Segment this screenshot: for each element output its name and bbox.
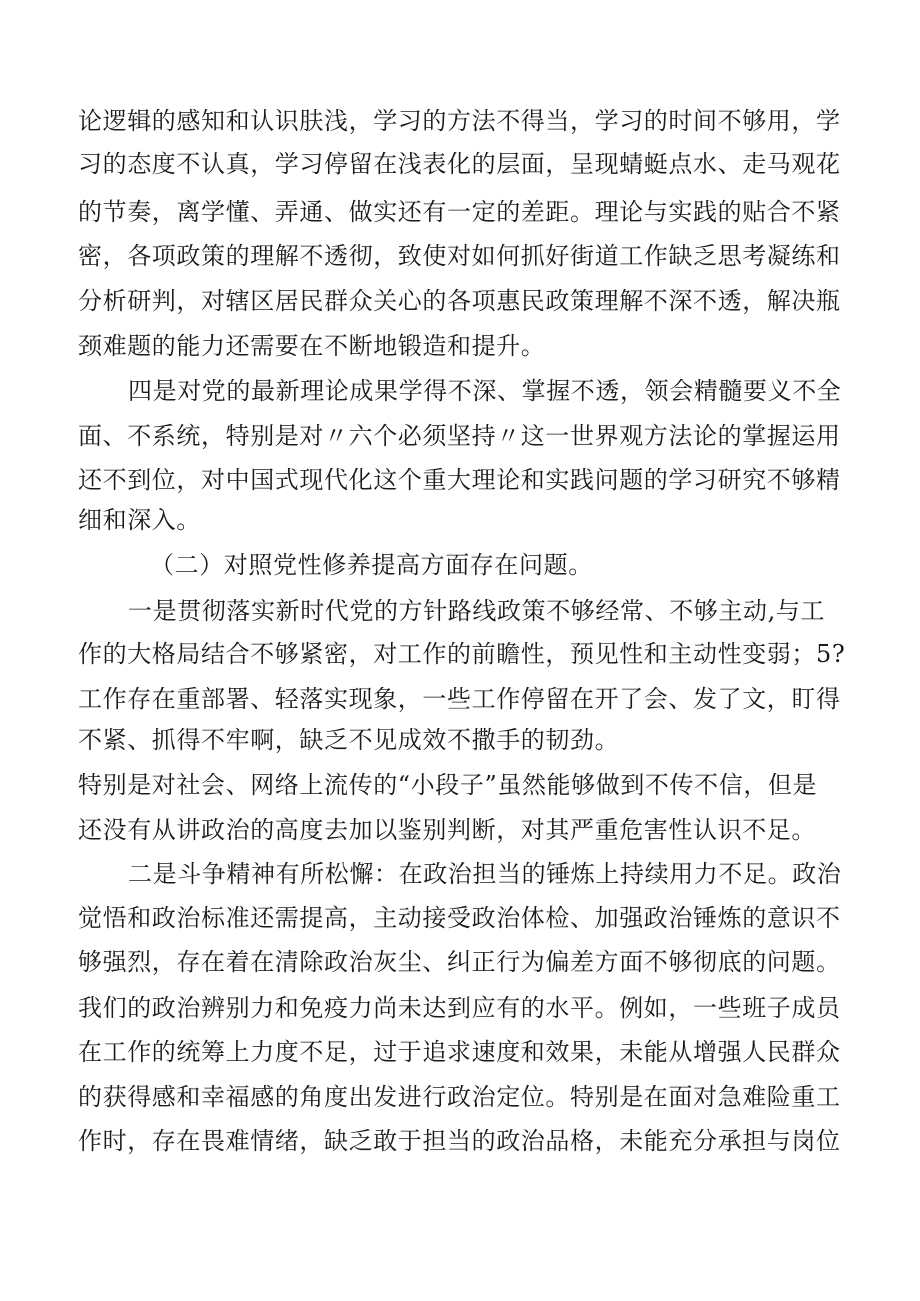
paragraph-line: 不紧、抓得不牢啊，缺乏不见成效不撒手的韧劲。	[78, 726, 620, 754]
paragraph-line: 作的大格局结合不够紧密，对工作的前瞻性，预见性和主动性变弱；5?	[78, 640, 846, 668]
paragraph-line: 还不到位，对中国式现代化这个重大理论和实践问题的学习研究不够精	[78, 466, 841, 494]
paragraph-line: 习的态度不认真，学习停留在浅表化的层面，呈现蜻蜓点水、走马观花	[78, 150, 841, 178]
paragraph-line: 颈难题的能力还需要在不断地锻造和提升。	[78, 332, 546, 360]
paragraph-line: 密，各项政策的理解不透彻，致使对如何抓好街道工作缺乏思考凝练和	[78, 242, 841, 270]
paragraph-line: 的节奏，离学懂、弄通、做实还有一定的差距。理论与实践的贴合不紧	[78, 198, 841, 226]
paragraph-line: 在工作的统筹上力度不足，过于追求速度和效果，未能从增强人民群众	[78, 1038, 841, 1066]
paragraph-line: 作时，存在畏难情绪，缺乏敢于担当的政治品格，未能充分承担与岗位	[78, 1127, 841, 1155]
paragraph-line: 够强烈，存在着在清除政治灰尘、纠正行为偏差方面不够彻底的问题。	[78, 948, 841, 976]
paragraph-line: 觉悟和政治标准还需提高，主动接受政治体检、加强政治锤炼的意识不	[78, 904, 841, 932]
paragraph-line: 论逻辑的感知和认识肤浅，学习的方法不得当，学习的时间不够用，学	[78, 107, 841, 135]
paragraph-line: 一是贯彻落实新时代党的方针路线政策不够经常、不够主动,与工	[128, 597, 826, 625]
paragraph-line: 工作存在重部署、轻落实现象，一些工作停留在开了会、发了文，盯得	[78, 685, 841, 713]
paragraph-line: 分析研判，对辖区居民群众关心的各项惠民政策理解不深不透，解决瓶	[78, 287, 841, 315]
paragraph-line: 我们的政治辨别力和免疫力尚未达到应有的水平。例如，一些班子成员	[78, 994, 841, 1022]
paragraph-line: 还没有从讲政治的高度去加以鉴别判断，对其严重危害性认识不足。	[78, 816, 816, 844]
paragraph-line: 的获得感和幸福感的角度出发进行政治定位。特别是在面对急难险重工	[78, 1083, 841, 1111]
paragraph-line: 细和深入。	[78, 506, 201, 534]
paragraph-line: 四是对党的最新理论成果学得不深、掌握不透，领会精髓要义不全	[128, 377, 842, 405]
paragraph-line: 特别是对社会、网络上流传的“小段子”虽然能够做到不传不信，但是	[78, 771, 818, 799]
section-heading: （二）对照党性修养提高方面存在问题。	[150, 551, 593, 579]
paragraph-line: 面、不系统，特别是对〃六个必须坚持〃这一世界观方法论的掌握运用	[78, 422, 841, 450]
paragraph-line: 二是斗争精神有所松懈：在政治担当的锤炼上持续用力不足。政治	[128, 860, 842, 888]
